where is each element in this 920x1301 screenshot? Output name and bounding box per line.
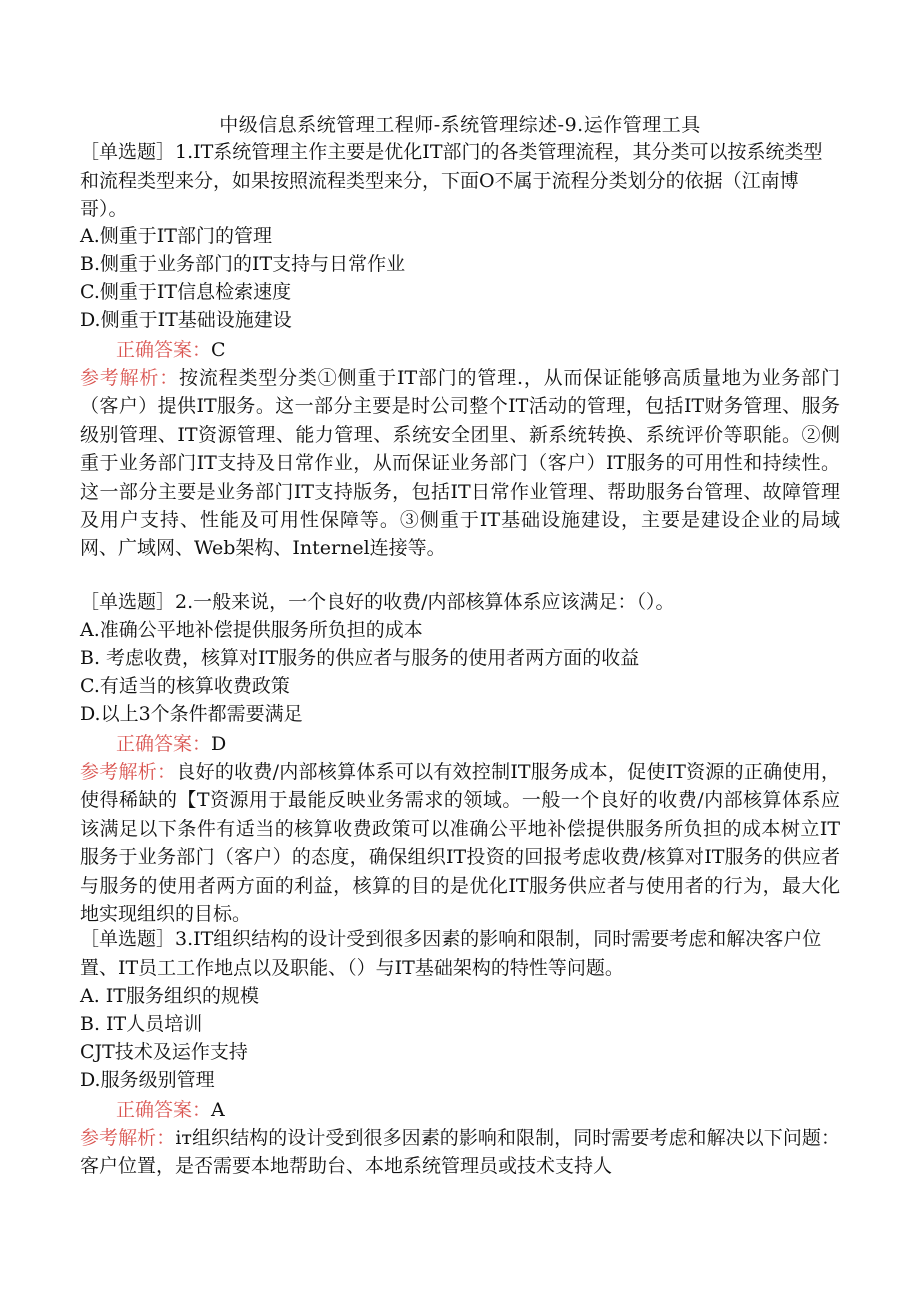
question-1-option-b: B.侧重于业务部门的IT支持与日常作业	[80, 253, 406, 275]
answer-value: D	[211, 733, 227, 755]
question-2-option-d: D.以上3个条件都需要满足	[80, 703, 303, 725]
document-title: 中级信息系统管理工程师-系统管理综述-9.运作管理工具	[219, 114, 701, 136]
question-1-stem: ［单选题］1.IT系统管理主作主要是优化IT部门的各类管理流程，其分类可以按系统类型和流程类型来分，如果按照流程类型来分，下面O不属于流程分类划分的依据（江南博哥）。	[80, 141, 823, 220]
answer-label: 正确答案：	[116, 733, 212, 755]
question-1-answer	[116, 337, 226, 363]
explanation-label: 参考解析：	[80, 1127, 176, 1149]
question-3-answer	[116, 1097, 225, 1123]
question-2-option-b: B. 考虑收费，核算对IT服务的供应者与服务的使用者两方面的收益	[80, 647, 640, 669]
question-3-option-d: D.服务级别管理	[80, 1069, 215, 1091]
answer-label: 正确答案：	[116, 339, 212, 361]
question-2-explanation	[80, 758, 840, 928]
question-3-option-c: CJT技术及运作支持	[80, 1041, 248, 1063]
question-2-answer	[116, 731, 226, 757]
answer-value: C	[211, 339, 226, 361]
question-3-stem: ［单选题］3.IT组织结构的设计受到很多因素的影响和限制，同时需要考虑和解决客户位置、IT员工工作地点以及职能、（）与IT基础架构的特性等问题。	[80, 928, 822, 979]
question-1-explanation	[80, 364, 840, 563]
explanation-label: 参考解析：	[80, 761, 177, 783]
question-3-option-a: A. IT服务组织的规模	[80, 985, 259, 1007]
answer-value: A	[211, 1099, 225, 1121]
explanation-text: 按流程类型分类①侧重于IT部门的管理.，从而保证能够高质量地为业务部门（客户）提供IT服务。这一部分主要是时公司整个IT活动的管理，包括IT财务管理、服务级别管理、IT资源管理、能力管理、系统安全团里、新系统转换、系统评价等职能。②侧重于业务部门IT支持及日常作业，从而保证业务部门（客户）IT服务的可用性和持续性。这一部分主要是业务部门IT支持版务，包括IT日常作业管理、帮助服务台管理、故障管理及用户支持、性能及可用性保障等。③侧重于IT基础设施建设，主要是建设企业的局域网、广域网、Web架构、Internel连接等。	[80, 367, 840, 560]
explanation-label: 参考解析：	[80, 367, 180, 389]
question-2-option-c: C.有适当的核算收费政策	[80, 675, 290, 697]
explanation-text: 良好的收费/内部核算体系可以有效控制IT服务成本，促使IT资源的正确使用，使得稀缺的【T资源用于最能反映业务需求的领域。一般一个良好的收费/内部核算体系应该满足以下条件有适当的核算收费政策可以准确公平地补偿提供服务所负担的成本树立IT服务于业务部门（客户）的态度，确保组织IT投资的回报考虑收费/核算对IT服务的供应者与服务的使用者两方面的利益，核算的目的是优化IT服务供应者与使用者的行为，最大化地实现组织的目标。	[80, 761, 840, 926]
answer-label: 正确答案：	[116, 1099, 212, 1121]
explanation-text: iт组织结构的设计受到很多因素的影响和限制，同时需要考虑和解决以下问题：客户位置，是否需要本地帮助台、本地系统管理员或技术支持人	[80, 1127, 840, 1178]
question-1-option-d: D.侧重于IT基础设施建设	[80, 309, 292, 331]
question-3-explanation	[80, 1124, 840, 1181]
question-2-stem: ［单选题］2.一般来说，一个良好的收费/内部核算体系应该满足：（）。	[80, 591, 675, 613]
question-3-option-b: B. IT人员培训	[80, 1013, 203, 1035]
question-1-option-c: C.侧重于IT信息检索速度	[80, 281, 292, 303]
question-1-option-a: A.侧重于IT部门的管理	[80, 225, 272, 247]
question-2-option-a: A.准确公平地补偿提供服务所负担的成本	[80, 619, 423, 641]
